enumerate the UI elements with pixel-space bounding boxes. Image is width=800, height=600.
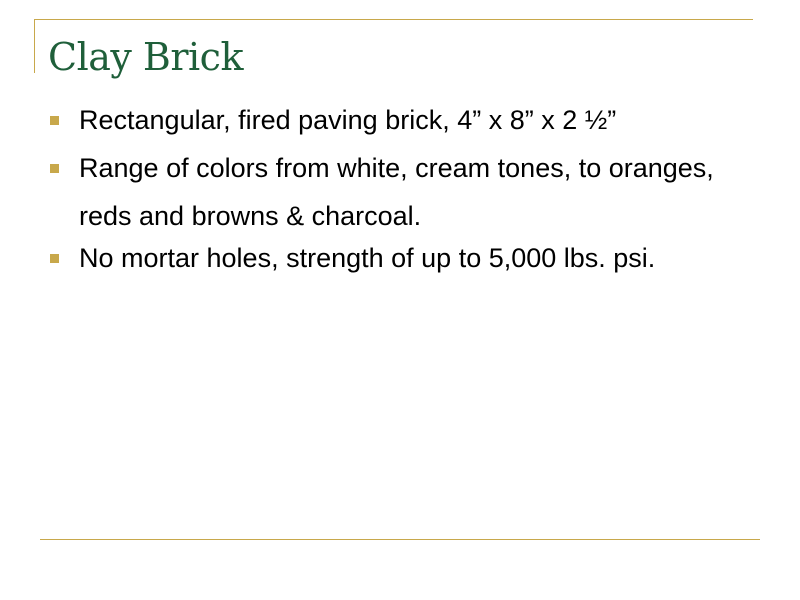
top-rule bbox=[34, 19, 753, 20]
bullet-text: Range of colors from white, cream tones, to oranges, reds and browns & charcoal. bbox=[79, 153, 714, 231]
bullet-list bbox=[46, 96, 746, 276]
bullet-text: No mortar holes, strength of up to 5,000 lbs. psi. bbox=[79, 243, 656, 273]
square-bullet-icon bbox=[50, 254, 59, 263]
left-rule bbox=[34, 19, 35, 73]
slide-title: Clay Brick bbox=[48, 35, 243, 79]
bullet-item bbox=[46, 96, 746, 144]
square-bullet-icon bbox=[50, 116, 59, 125]
square-bullet-icon bbox=[50, 164, 59, 173]
bottom-rule bbox=[40, 539, 760, 540]
bullet-text: Rectangular, fired paving brick, 4” x 8” x 2 ½” bbox=[79, 105, 617, 135]
bullet-item bbox=[46, 144, 746, 240]
bullet-item bbox=[46, 240, 746, 276]
